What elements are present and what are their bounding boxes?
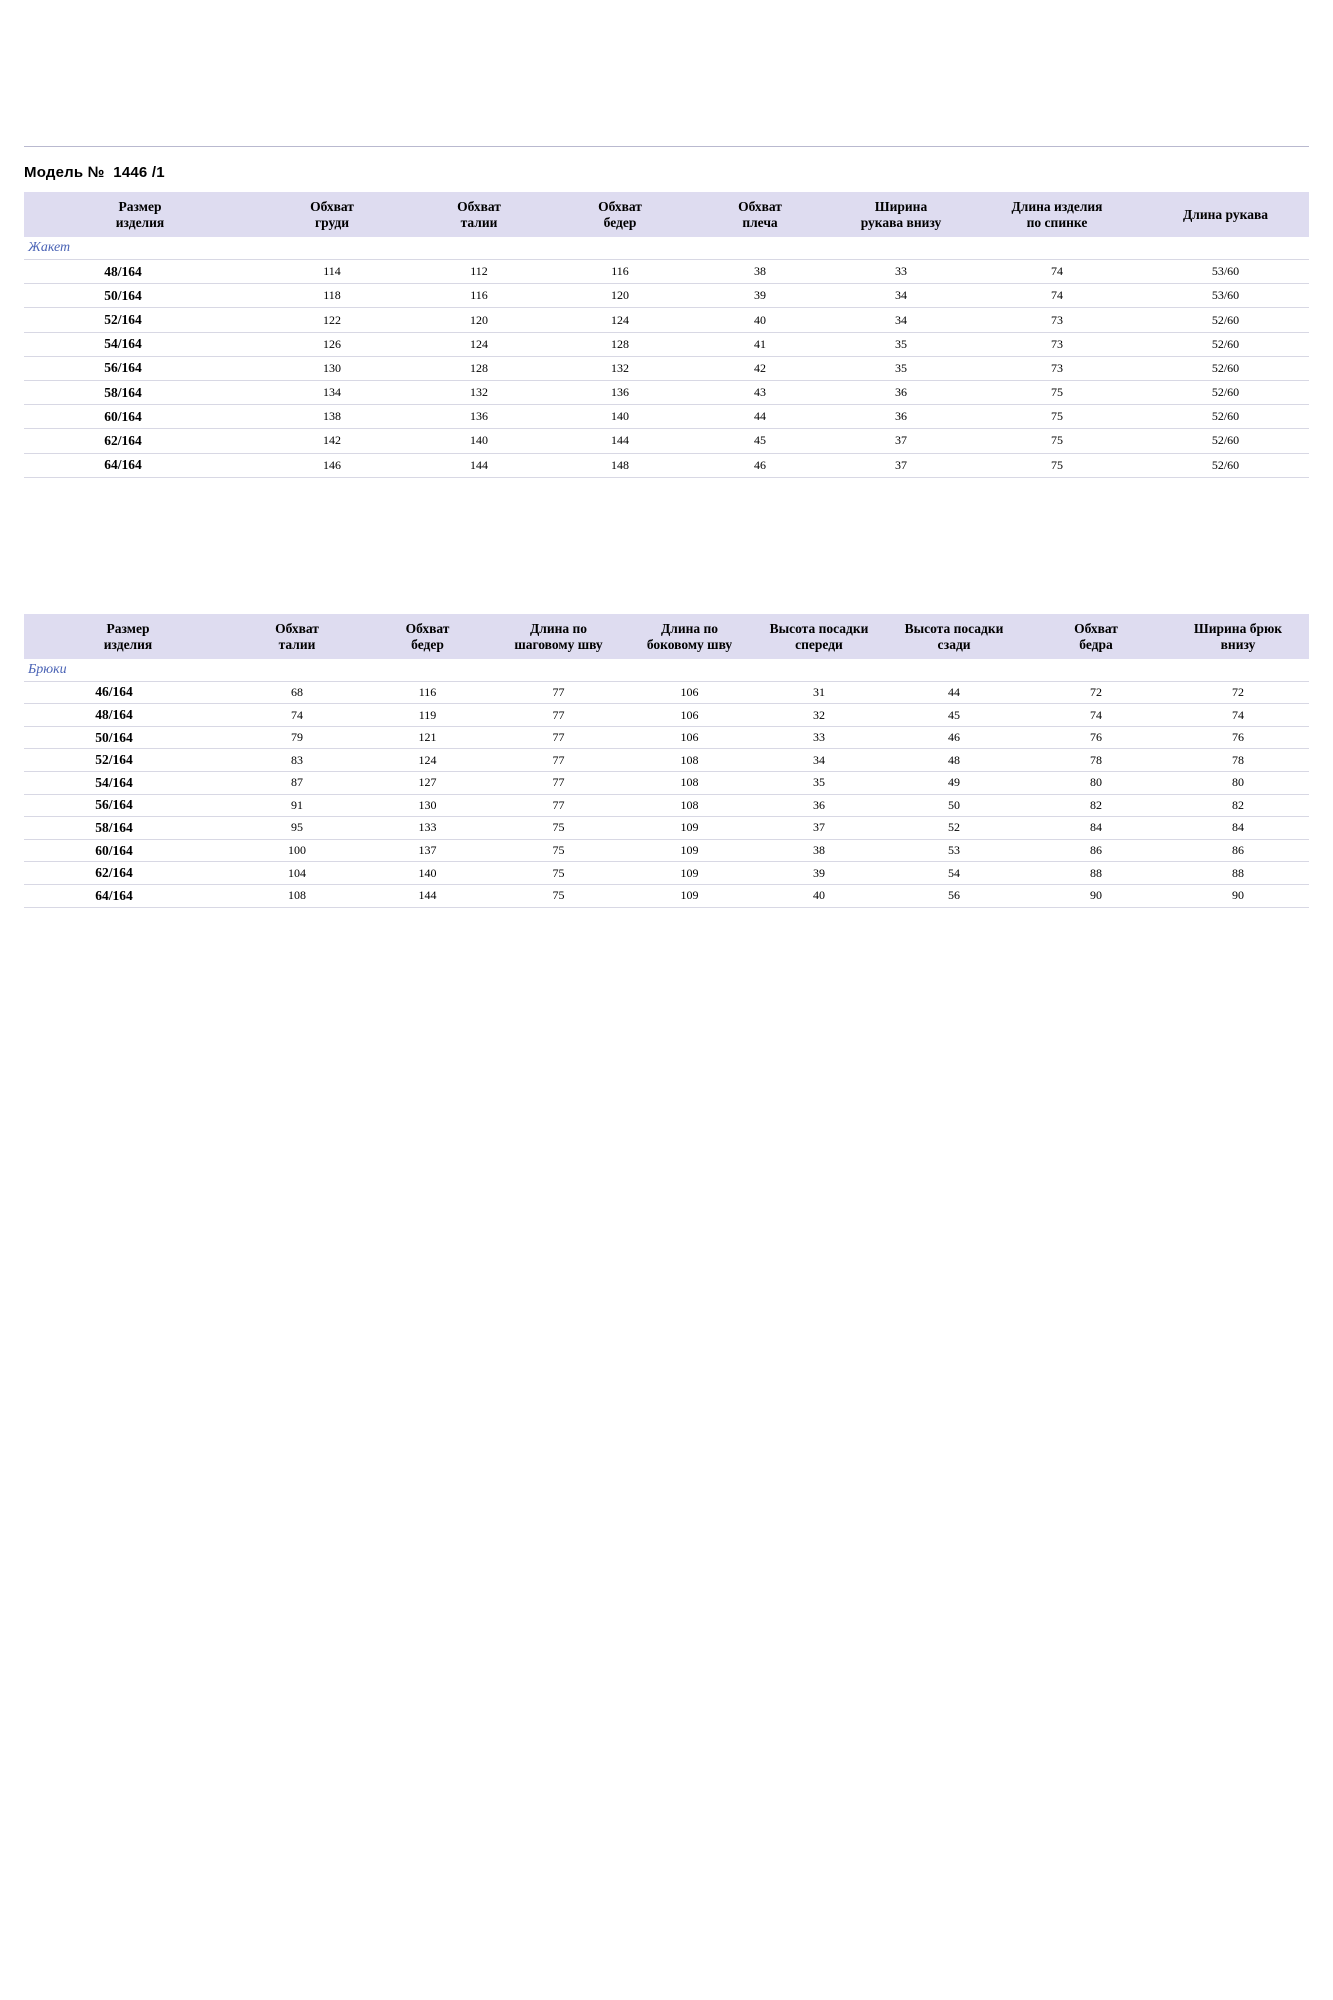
- measure-cell: 109: [624, 862, 755, 885]
- measure-cell: 75: [972, 380, 1142, 404]
- measure-cell: 75: [972, 429, 1142, 453]
- size-cell: 62/164: [24, 429, 256, 453]
- size-cell: 60/164: [24, 839, 232, 862]
- top-divider: [24, 146, 1309, 147]
- table-header-row: [24, 192, 1309, 237]
- section-label: Жакет: [24, 237, 256, 260]
- size-cell: 60/164: [24, 405, 256, 429]
- measure-cell: 52/60: [1142, 380, 1309, 404]
- measure-cell: 37: [830, 429, 972, 453]
- measure-cell: 106: [624, 726, 755, 749]
- table-row: [24, 884, 1309, 907]
- measure-cell: 56: [883, 884, 1025, 907]
- empty-cell: [408, 237, 550, 260]
- measure-cell: 146: [256, 453, 408, 477]
- table-row: [24, 726, 1309, 749]
- measure-cell: 132: [408, 380, 550, 404]
- measure-cell: 37: [755, 817, 883, 840]
- trousers-size-table: [24, 614, 1309, 908]
- measure-cell: 137: [362, 839, 493, 862]
- measure-cell: 140: [408, 429, 550, 453]
- column-header: Обхват бедер: [550, 192, 690, 237]
- measure-cell: 35: [830, 332, 972, 356]
- column-header: Ширина брюк внизу: [1167, 614, 1309, 659]
- table-header-row: [24, 614, 1309, 659]
- measure-cell: 106: [624, 704, 755, 727]
- measure-cell: 144: [550, 429, 690, 453]
- table-row: [24, 704, 1309, 727]
- column-header: Обхват бедра: [1025, 614, 1167, 659]
- measure-cell: 144: [362, 884, 493, 907]
- measure-cell: 109: [624, 817, 755, 840]
- table-row: [24, 356, 1309, 380]
- measure-cell: 130: [362, 794, 493, 817]
- measure-cell: 133: [362, 817, 493, 840]
- table-row: [24, 839, 1309, 862]
- size-cell: 52/164: [24, 308, 256, 332]
- measure-cell: 104: [232, 862, 362, 885]
- model-number-title: Модель № 1446 /1: [24, 164, 165, 181]
- empty-cell: [256, 237, 408, 260]
- measure-cell: 40: [755, 884, 883, 907]
- measure-cell: 53/60: [1142, 260, 1309, 284]
- measure-cell: 83: [232, 749, 362, 772]
- measure-cell: 77: [493, 704, 624, 727]
- measure-cell: 116: [550, 260, 690, 284]
- table-row: [24, 308, 1309, 332]
- measure-cell: 82: [1167, 794, 1309, 817]
- measure-cell: 148: [550, 453, 690, 477]
- column-header: Длина изделия по спинке: [972, 192, 1142, 237]
- measure-cell: 34: [830, 284, 972, 308]
- table-row: [24, 380, 1309, 404]
- empty-cell: [232, 659, 362, 681]
- table-row: [24, 772, 1309, 795]
- measure-cell: 77: [493, 794, 624, 817]
- measure-cell: 120: [408, 308, 550, 332]
- measure-cell: 128: [408, 356, 550, 380]
- measure-cell: 80: [1025, 772, 1167, 795]
- measure-cell: 50: [883, 794, 1025, 817]
- section-row-jacket: [24, 237, 1309, 260]
- measure-cell: 108: [232, 884, 362, 907]
- measure-cell: 46: [883, 726, 1025, 749]
- column-header: Обхват талии: [232, 614, 362, 659]
- measure-cell: 45: [690, 429, 830, 453]
- measure-cell: 82: [1025, 794, 1167, 817]
- measure-cell: 42: [690, 356, 830, 380]
- size-cell: 50/164: [24, 284, 256, 308]
- measure-cell: 36: [830, 380, 972, 404]
- empty-cell: [1025, 659, 1167, 681]
- measure-cell: 80: [1167, 772, 1309, 795]
- measure-cell: 38: [755, 839, 883, 862]
- measure-cell: 130: [256, 356, 408, 380]
- measure-cell: 79: [232, 726, 362, 749]
- measure-cell: 52/60: [1142, 429, 1309, 453]
- measure-cell: 74: [1167, 704, 1309, 727]
- measure-cell: 52/60: [1142, 356, 1309, 380]
- measure-cell: 124: [362, 749, 493, 772]
- measure-cell: 84: [1167, 817, 1309, 840]
- empty-cell: [690, 237, 830, 260]
- measure-cell: 116: [362, 681, 493, 704]
- measure-cell: 68: [232, 681, 362, 704]
- measure-cell: 33: [755, 726, 883, 749]
- table-row: [24, 429, 1309, 453]
- measure-cell: 126: [256, 332, 408, 356]
- size-cell: 50/164: [24, 726, 232, 749]
- size-cell: 52/164: [24, 749, 232, 772]
- empty-cell: [550, 237, 690, 260]
- empty-cell: [830, 237, 972, 260]
- column-header: Размер изделия: [24, 614, 232, 659]
- measure-cell: 45: [883, 704, 1025, 727]
- measure-cell: 78: [1167, 749, 1309, 772]
- measure-cell: 114: [256, 260, 408, 284]
- measure-cell: 76: [1025, 726, 1167, 749]
- measure-cell: 87: [232, 772, 362, 795]
- column-header: Обхват груди: [256, 192, 408, 237]
- measure-cell: 52/60: [1142, 453, 1309, 477]
- measure-cell: 37: [830, 453, 972, 477]
- column-header: Длина рукава: [1142, 192, 1309, 237]
- measure-cell: 119: [362, 704, 493, 727]
- measure-cell: 144: [408, 453, 550, 477]
- measure-cell: 116: [408, 284, 550, 308]
- measure-cell: 35: [755, 772, 883, 795]
- measure-cell: 54: [883, 862, 1025, 885]
- measure-cell: 134: [256, 380, 408, 404]
- measure-cell: 127: [362, 772, 493, 795]
- empty-cell: [755, 659, 883, 681]
- measure-cell: 95: [232, 817, 362, 840]
- measure-cell: 48: [883, 749, 1025, 772]
- table-row: [24, 453, 1309, 477]
- trousers-table-body: [24, 659, 1309, 907]
- measure-cell: 75: [972, 405, 1142, 429]
- measure-cell: 142: [256, 429, 408, 453]
- size-cell: 64/164: [24, 884, 232, 907]
- column-header: Длина по шаговому шву: [493, 614, 624, 659]
- measure-cell: 36: [830, 405, 972, 429]
- measure-cell: 73: [972, 332, 1142, 356]
- measure-cell: 75: [972, 453, 1142, 477]
- column-header: Высота посадки спереди: [755, 614, 883, 659]
- size-cell: 64/164: [24, 453, 256, 477]
- column-header: Ширина рукава внизу: [830, 192, 972, 237]
- measure-cell: 100: [232, 839, 362, 862]
- measure-cell: 35: [830, 356, 972, 380]
- measure-cell: 46: [690, 453, 830, 477]
- measure-cell: 44: [883, 681, 1025, 704]
- size-cell: 48/164: [24, 704, 232, 727]
- measure-cell: 34: [830, 308, 972, 332]
- table-row: [24, 332, 1309, 356]
- measure-cell: 41: [690, 332, 830, 356]
- measure-cell: 77: [493, 749, 624, 772]
- measure-cell: 72: [1167, 681, 1309, 704]
- measure-cell: 36: [755, 794, 883, 817]
- jacket-table-body: [24, 237, 1309, 477]
- measure-cell: 90: [1025, 884, 1167, 907]
- size-cell: 62/164: [24, 862, 232, 885]
- measure-cell: 86: [1167, 839, 1309, 862]
- measure-cell: 122: [256, 308, 408, 332]
- measure-cell: 128: [550, 332, 690, 356]
- measure-cell: 84: [1025, 817, 1167, 840]
- measure-cell: 53/60: [1142, 284, 1309, 308]
- measure-cell: 34: [755, 749, 883, 772]
- empty-cell: [493, 659, 624, 681]
- measure-cell: 52: [883, 817, 1025, 840]
- measure-cell: 72: [1025, 681, 1167, 704]
- measure-cell: 73: [972, 356, 1142, 380]
- table-row: [24, 405, 1309, 429]
- section-label: Брюки: [24, 659, 232, 681]
- column-header: Обхват бедер: [362, 614, 493, 659]
- measure-cell: 109: [624, 839, 755, 862]
- measure-cell: 77: [493, 772, 624, 795]
- empty-cell: [1142, 237, 1309, 260]
- measure-cell: 75: [493, 862, 624, 885]
- size-cell: 56/164: [24, 794, 232, 817]
- empty-cell: [362, 659, 493, 681]
- measure-cell: 53: [883, 839, 1025, 862]
- measure-cell: 32: [755, 704, 883, 727]
- table-row: [24, 794, 1309, 817]
- measure-cell: 38: [690, 260, 830, 284]
- measure-cell: 124: [550, 308, 690, 332]
- table-row: [24, 681, 1309, 704]
- measure-cell: 77: [493, 681, 624, 704]
- measure-cell: 77: [493, 726, 624, 749]
- empty-cell: [883, 659, 1025, 681]
- measure-cell: 74: [972, 284, 1142, 308]
- size-cell: 46/164: [24, 681, 232, 704]
- empty-cell: [624, 659, 755, 681]
- size-cell: 48/164: [24, 260, 256, 284]
- measure-cell: 88: [1025, 862, 1167, 885]
- measure-cell: 33: [830, 260, 972, 284]
- table-row: [24, 260, 1309, 284]
- measure-cell: 108: [624, 794, 755, 817]
- measure-cell: 118: [256, 284, 408, 308]
- table-row: [24, 284, 1309, 308]
- section-row-trousers: [24, 659, 1309, 681]
- measure-cell: 90: [1167, 884, 1309, 907]
- measure-cell: 132: [550, 356, 690, 380]
- column-header: Размер изделия: [24, 192, 256, 237]
- measure-cell: 74: [232, 704, 362, 727]
- measure-cell: 86: [1025, 839, 1167, 862]
- jacket-size-table: [24, 192, 1309, 478]
- measure-cell: 44: [690, 405, 830, 429]
- measure-cell: 52/60: [1142, 405, 1309, 429]
- measure-cell: 52/60: [1142, 332, 1309, 356]
- table-row: [24, 817, 1309, 840]
- size-cell: 54/164: [24, 772, 232, 795]
- table-row: [24, 749, 1309, 772]
- measure-cell: 39: [755, 862, 883, 885]
- measure-cell: 106: [624, 681, 755, 704]
- measure-cell: 138: [256, 405, 408, 429]
- size-cell: 54/164: [24, 332, 256, 356]
- measure-cell: 74: [1025, 704, 1167, 727]
- measure-cell: 112: [408, 260, 550, 284]
- empty-cell: [972, 237, 1142, 260]
- column-header: Обхват талии: [408, 192, 550, 237]
- measure-cell: 49: [883, 772, 1025, 795]
- measure-cell: 75: [493, 839, 624, 862]
- measure-cell: 31: [755, 681, 883, 704]
- measure-cell: 136: [550, 380, 690, 404]
- measure-cell: 91: [232, 794, 362, 817]
- size-cell: 58/164: [24, 817, 232, 840]
- measure-cell: 124: [408, 332, 550, 356]
- measure-cell: 43: [690, 380, 830, 404]
- table-row: [24, 862, 1309, 885]
- measure-cell: 140: [550, 405, 690, 429]
- measure-cell: 74: [972, 260, 1142, 284]
- measure-cell: 52/60: [1142, 308, 1309, 332]
- column-header: Обхват плеча: [690, 192, 830, 237]
- measure-cell: 108: [624, 772, 755, 795]
- measure-cell: 140: [362, 862, 493, 885]
- size-cell: 58/164: [24, 380, 256, 404]
- measure-cell: 73: [972, 308, 1142, 332]
- column-header: Высота посадки сзади: [883, 614, 1025, 659]
- measure-cell: 76: [1167, 726, 1309, 749]
- measure-cell: 108: [624, 749, 755, 772]
- measure-cell: 39: [690, 284, 830, 308]
- column-header: Длина по боковому шву: [624, 614, 755, 659]
- measure-cell: 75: [493, 884, 624, 907]
- empty-cell: [1167, 659, 1309, 681]
- measure-cell: 88: [1167, 862, 1309, 885]
- measure-cell: 121: [362, 726, 493, 749]
- measure-cell: 75: [493, 817, 624, 840]
- size-cell: 56/164: [24, 356, 256, 380]
- measure-cell: 120: [550, 284, 690, 308]
- measure-cell: 40: [690, 308, 830, 332]
- measure-cell: 109: [624, 884, 755, 907]
- measure-cell: 136: [408, 405, 550, 429]
- measure-cell: 78: [1025, 749, 1167, 772]
